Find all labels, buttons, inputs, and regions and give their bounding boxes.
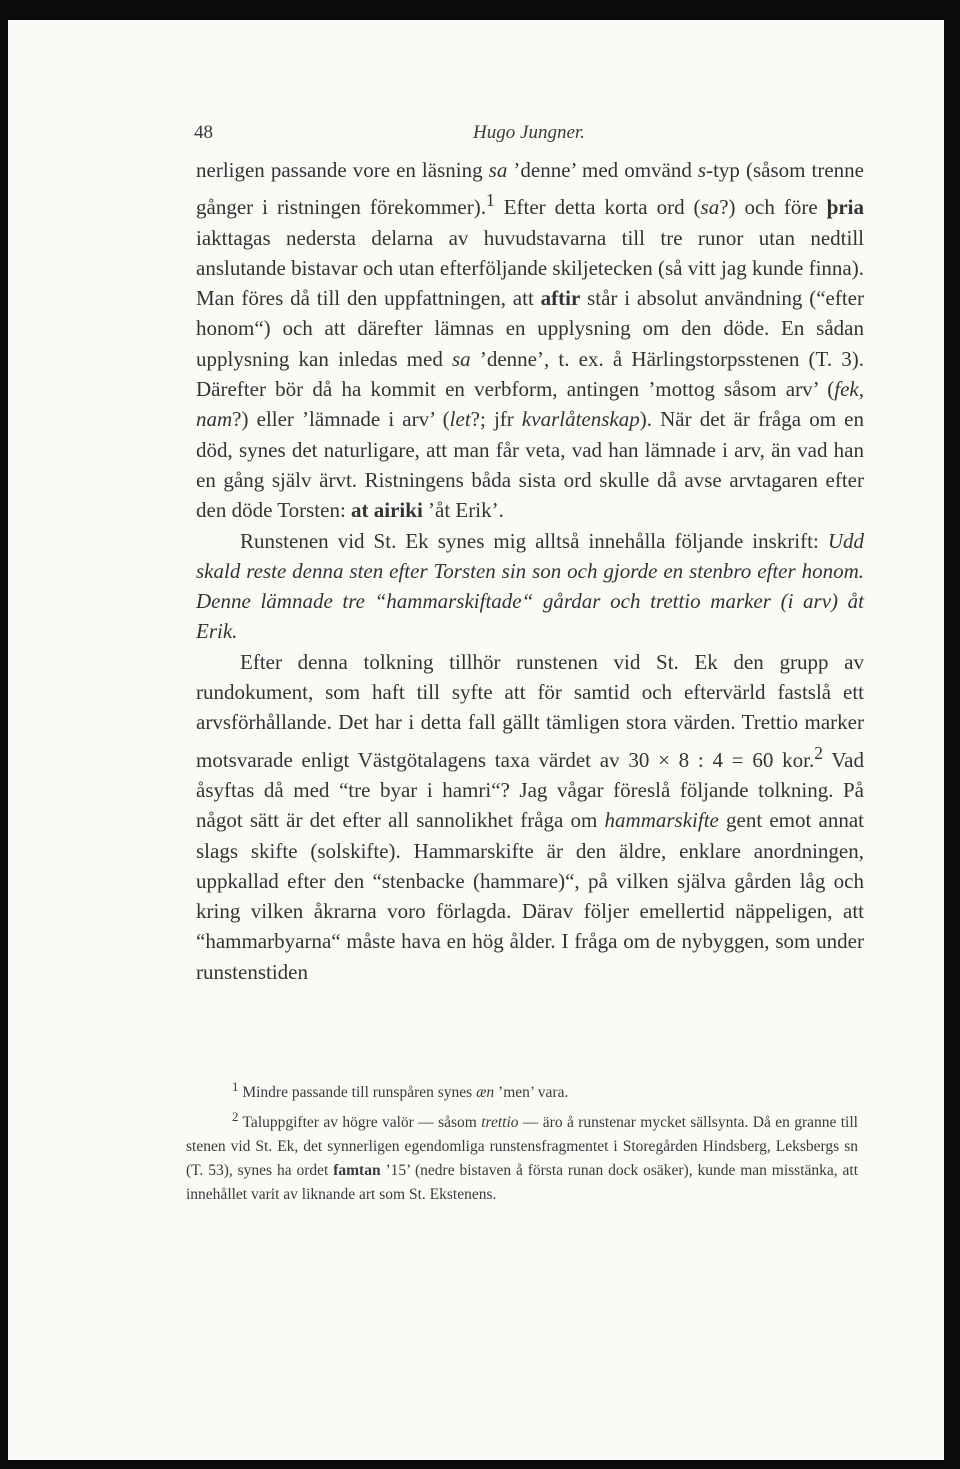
italic-text: fek, nam bbox=[196, 377, 864, 432]
text-run: ’denne’, t. ex. å Härlingstorpsstenen (T. 3). Därefter bör då ha kommit en verbform, antingen ’mottog såsom arv’ ( bbox=[196, 346, 864, 402]
footnote bbox=[186, 1105, 858, 1207]
italic-text: s bbox=[697, 158, 707, 182]
text-run: står i absolut användning (“efter honom“) och att därefter lämnas en upplysning om den döde. En sådan upplysning kan inledas med bbox=[196, 286, 864, 371]
italic-text: sa bbox=[452, 346, 471, 371]
footnote-marker: 2 bbox=[814, 742, 823, 763]
text-run: iakttagas nedersta delarna av huvudstavarna till tre runor utan nedtill anslutande bistavar och utan efterföljande skiljetecken (så vitt jag kunde finna). Man föres då till den uppfattningen, att bbox=[196, 225, 864, 311]
footnote-marker: 2 bbox=[232, 1109, 239, 1125]
body-text bbox=[196, 155, 864, 987]
text-run: Mindre passande till runspåren synes bbox=[238, 1084, 477, 1102]
text-run: ?) och före bbox=[719, 195, 827, 220]
text-run: Efter denna tolkning tillhör runstenen vid St. Ek den grupp av rundokument, som haft till syfte att för samtid och eftervärld fastslå ett arvsförhållande. Det har i detta fall gällt tämligen stora värden. Trettio marker motsvarade enligt Västgötalagens taxa värdet av 30 × 8 : 4 = 60 kor. bbox=[196, 649, 864, 772]
paragraph bbox=[196, 526, 864, 647]
text-run: -typ (såsom trenne gånger i ristningen förekommer). bbox=[196, 158, 864, 220]
footnotes bbox=[186, 1075, 858, 1207]
text-run: Taluppgifter av högre valör — såsom bbox=[238, 1114, 482, 1132]
running-head bbox=[194, 122, 864, 152]
page-sheet bbox=[8, 20, 944, 1460]
italic-text: æn bbox=[476, 1084, 495, 1102]
text-run: — äro å runstenar mycket sällsynta. Då en granne till stenen vid St. Ek, det synnerligen egendomliga runstensfragmentet i Storegården Hindsberg, Leksbergs sn (T. 53), synes ha ordet bbox=[186, 1114, 858, 1180]
runic-word: þria bbox=[826, 195, 864, 220]
text-run: Vad åsyftas då med “tre byar i hamri“? Jag vågar föreslå följande tolkning. På något sätt är det efter all sannolikhet fråga om bbox=[196, 747, 865, 833]
italic-text: hammarskifte bbox=[604, 808, 719, 833]
footnote-marker: 1 bbox=[232, 1079, 239, 1094]
italic-text: sa bbox=[700, 195, 720, 220]
text-run: ?; jfr bbox=[470, 407, 522, 432]
italic-text: Udd skald reste denna sten efter Torsten sin son och gjorde en stenbro efter honom. Denne lämnade tre “hammarskiftade“ gårdar och trettio marker (i arv) åt Erik. bbox=[196, 528, 864, 644]
text-run: nerligen passande vore en läsning bbox=[196, 158, 489, 182]
footnote bbox=[186, 1075, 858, 1105]
runic-word: famtan bbox=[333, 1162, 381, 1180]
italic-text: sa bbox=[488, 158, 508, 182]
italic-text: kvarlåtenskap bbox=[521, 407, 640, 432]
text-run: ’15’ (nedre bistaven å första runan dock osäker), kunde man misstänka, att innehållet varit av liknande art som St. Ekstenens. bbox=[186, 1162, 859, 1204]
text-run: ?) eller ’lämnade i arv’ ( bbox=[232, 407, 450, 432]
text-run: Runstenen vid St. Ek synes mig alltså innehålla följande inskrift: bbox=[240, 528, 828, 553]
text-run: ’men’ vara. bbox=[494, 1084, 569, 1102]
paragraph bbox=[196, 155, 864, 526]
text-run: ’åt Erik’. bbox=[422, 498, 504, 523]
runic-word: at airiki bbox=[351, 498, 423, 523]
text-run: ). När det är fråga om en död, synes det naturligare, att man får veta, vad han lämnade i arv, än vad han en gång själv ärvt. Ristningens båda sista ord skulle då avse arvtagaren efter den döde Torsten: bbox=[196, 407, 864, 523]
text-run: ’denne’ med omvänd bbox=[507, 158, 698, 182]
italic-text: trettio bbox=[481, 1114, 519, 1132]
page-number: 48 bbox=[194, 122, 213, 143]
text-run: Efter detta korta ord ( bbox=[494, 195, 701, 220]
runic-word: aftir bbox=[540, 286, 581, 311]
footnote-marker: 1 bbox=[485, 190, 495, 211]
text-run: gent emot annat slags skifte (solskifte). Hammarskifte är den äldre, enklare anordningen, uppkallad efter den “stenbacke (hammare)“, på vilken själva gården låg och kring vilken åkrarna voro förlagda. Därav följer emellertid näppeligen, att “hammarbyarna“ måste hava en hög ålder. I fråga om de nybyggen, som under runstenstiden bbox=[196, 808, 864, 984]
italic-text: let bbox=[449, 407, 471, 432]
running-head-author: Hugo Jungner. bbox=[473, 122, 585, 143]
paragraph bbox=[196, 647, 864, 987]
